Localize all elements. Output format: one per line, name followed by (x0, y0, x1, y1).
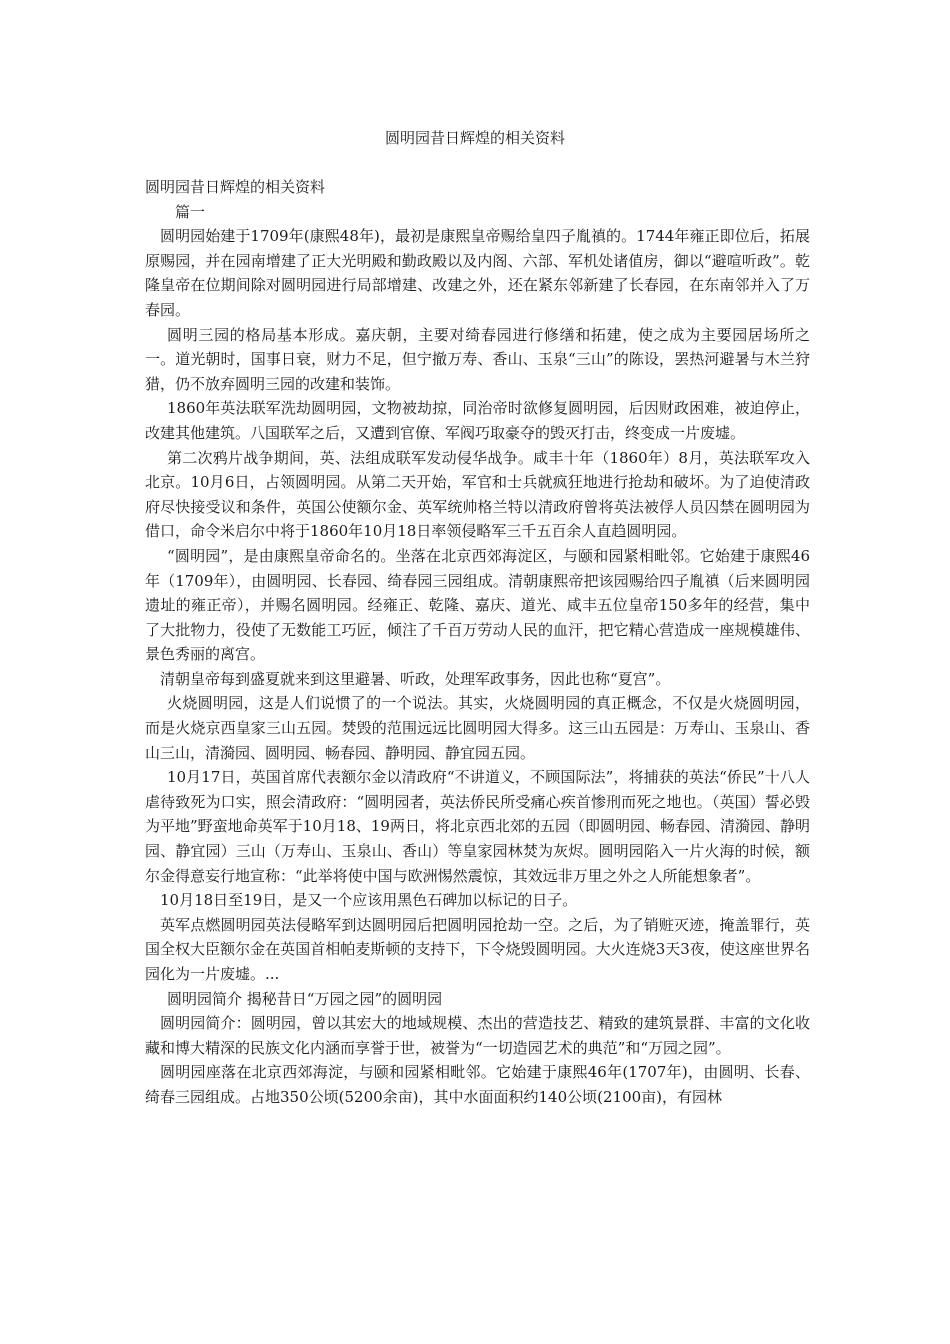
document-title: 圆明园昔日辉煌的相关资料 (384, 129, 565, 147)
paragraph: 10月18日至19日，是又一个应该用黑色石碑加以标记的日子。 (160, 891, 578, 910)
document-body (145, 175, 810, 1110)
section-label: 篇一 (175, 202, 206, 221)
paragraph: 圆明园简介 揭秘昔日“万园之园”的圆明园 (167, 989, 443, 1008)
paragraph: 火烧圆明园，这是人们说惯了的一个说法。其实，火烧圆明园的真正概念，不仅是火烧圆明园，而是火烧京西皇家三山五园。焚毁的范围远远比圆明园大得多。这三山五园是：万寿山、玉泉山、香山三山，清漪园、圆明园、畅春园、静明园、静宜园五园。 (145, 694, 810, 762)
paragraph: 圆明园始建于1709年(康熙48年)，最初是康熙皇帝赐给皇四子胤禛的。1744年雍正即位后，拓展原赐园，并在园南增建了正大光明殿和勤政殿以及内阁、六部、军机处诸值房，御以“避喧听政”。乾隆皇帝在位期间除对圆明园进行局部增建、改建之外，还在紧东邻新建了长春园，在东南邻并入了万春园。 (145, 227, 810, 319)
paragraph: 1860年英法联军洗劫圆明园，文物被劫掠，同治帝时欲修复圆明园，后因财政困难，被迫停止，改建其他建筑。八国联军之后，又遭到官僚、军阀巧取豪夺的毁灭打击，终变成一片废墟。 (145, 399, 810, 442)
paragraph: 第二次鸦片战争期间，英、法组成联军发动侵华战争。咸丰十年（1860年）8月，英法联军攻入北京。10月6日，占领圆明园。从第二天开始，军官和士兵就疯狂地进行抢劫和破坏。为了迫使清政府尽快接受议和条件，英国公使额尔金、英军统帅格兰特以清政府曾将英法被俘人员囚禁在圆明园为借口，命令米启尔中将于1860年10月18日率领侵略军三千五百余人直趋圆明园。 (145, 448, 810, 541)
paragraph: 英军点燃圆明园英法侵略军到达圆明园后把圆明园抢劫一空。之后，为了销赃灭迹，掩盖罪行，英国全权大臣额尔金在英国首相帕麦斯顿的支持下，下令烧毁圆明园。大火连烧3天3夜，使这座世界名园化为一片废墟。... (145, 915, 810, 983)
paragraph: “圆明园”，是由康熙皇帝命名的。坐落在北京西郊海淀区，与颐和园紧相毗邻。它始建于康熙46年（1709年），由圆明园、长春园、绮春园三园组成。清朝康熙帝把该园赐给四子胤禛（后来圆明园遗址的雍正帝），并赐名圆明园。经雍正、乾隆、嘉庆、道光、咸丰五位皇帝150多年的经营，集中了大批物力，役使了无数能工巧匠，倾注了千百万劳动人民的血汗，把它精心营造成一座规模雄伟、景色秀丽的离宫。 (145, 546, 810, 664)
paragraph: 10月17日，英国首席代表额尔金以清政府“不讲道义，不顾国际法”，将捕获的英法“侨民”十八人虐待致死为口实，照会清政府：“圆明园者，英法侨民所受痛心疾首惨刑而死之地也。（英国）誓必毁为平地”野蛮地命英军于10月18、19两日，将北京西北郊的五园（即圆明园、畅春园、清漪园、静明园、静宜园）三山（万寿山、玉泉山、香山）等皇家园林焚为灰烬。圆明园陷入一片火海的时候，额尔金得意妄行地宣称：“此举将使中国与欧洲惕然震惊，其效远非万里之外之人所能想象者”。 (145, 768, 810, 885)
paragraph: 清朝皇帝每到盛夏就来到这里避暑、听政，处理军政事务，因此也称“夏宫”。 (160, 669, 671, 688)
document-subtitle: 圆明园昔日辉煌的相关资料 (145, 178, 326, 196)
paragraph: 圆明园简介：圆明园，曾以其宏大的地域规模、杰出的营造技艺、精致的建筑景群、丰富的文化收藏和博大精深的民族文化内涵而享誉于世，被誉为“一切造园艺术的典范”和“万园之园”。 (145, 1014, 810, 1057)
paragraph: 圆明三园的格局基本形成。嘉庆朝，主要对绮春园进行修缮和拓建，使之成为主要园居场所之一。道光朝时，国事日衰，财力不足，但宁撤万寿、香山、玉泉“三山”的陈设，罢热河避暑与木兰狩猎，仍不放弃圆明三园的改建和装饰。 (145, 325, 810, 393)
paragraph: 圆明园座落在北京西郊海淀，与颐和园紧相毗邻。它始建于康熙46年(1707年)，由圆明、长春、绮春三园组成。占地350公顷(5200余亩)，其中水面面积约140公顷(2100亩)，有园林 (145, 1063, 810, 1106)
